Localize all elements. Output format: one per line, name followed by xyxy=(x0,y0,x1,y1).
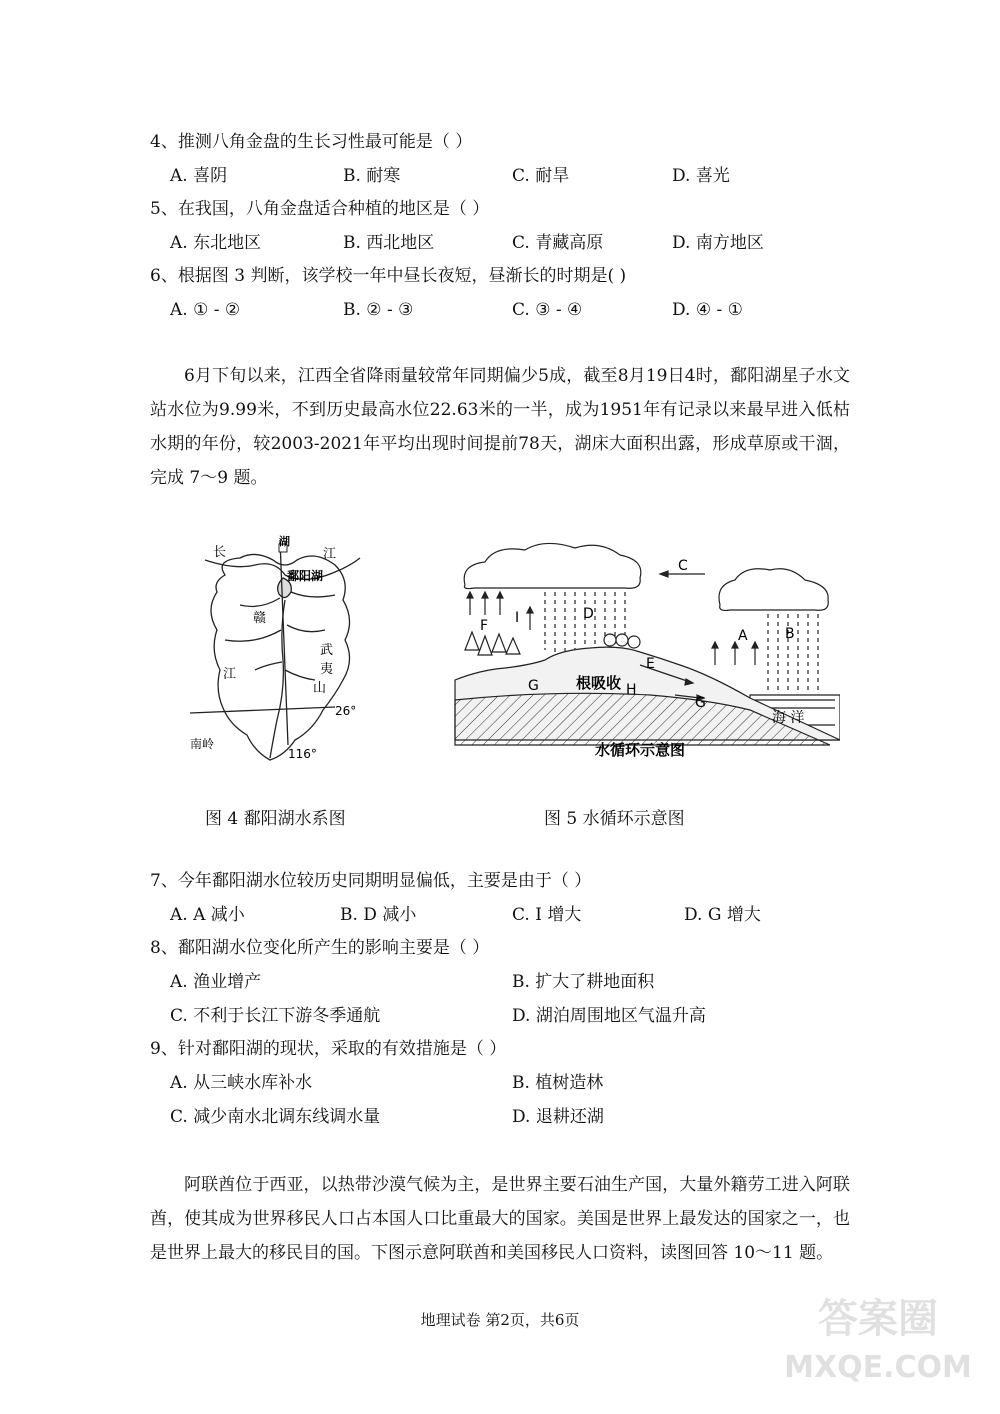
latitude-26-line xyxy=(190,707,335,713)
watermark-top: 答案圈 xyxy=(818,1296,938,1342)
question-7-stem: 7、今年鄱阳湖水位较历史同期明显偏低，主要是由于（ ） xyxy=(150,871,592,891)
cycle-label-i: I xyxy=(515,610,520,626)
water-cycle-diagram xyxy=(450,540,840,765)
cloud-ocean xyxy=(719,569,828,611)
question-4-option-b: B. 耐寒 xyxy=(343,166,401,186)
question-4-option-c: C. 耐旱 xyxy=(512,166,570,186)
question-8-option-a: A. 渔业增产 xyxy=(170,972,262,992)
river-branch-2 xyxy=(285,670,315,680)
cycle-label-e: E xyxy=(646,656,655,672)
question-8-stem: 8、鄱阳湖水位变化所产生的影响主要是（ ） xyxy=(150,938,490,958)
map-label-jiang-left: 江 xyxy=(223,667,237,682)
question-6-option-d: D. ④ - ① xyxy=(672,300,743,320)
river-west xyxy=(240,598,280,606)
map-label-yi: 夷 xyxy=(320,662,334,677)
question-8-option-d: D. 湖泊周围地区气温升高 xyxy=(512,1006,706,1026)
river-xiu xyxy=(225,630,281,641)
question-6-option-a: A. ① - ② xyxy=(170,300,241,320)
map-label-gan: 赣 xyxy=(253,611,267,626)
cycle-label-b: B xyxy=(785,626,795,642)
question-6-option-c: C. ③ - ④ xyxy=(512,300,583,320)
cycle-label-f: F xyxy=(480,618,489,634)
map-label-nanling: 南岭 xyxy=(190,737,215,751)
cycle-label-d: D xyxy=(583,606,594,622)
river-xin xyxy=(291,592,335,597)
question-9-option-c: C. 减少南水北调东线调水量 xyxy=(170,1107,381,1127)
cycle-label-c: C xyxy=(678,558,688,574)
yangtze-river xyxy=(205,558,360,579)
cycle-label-g1: G xyxy=(528,678,539,694)
question-7-option-a: A. A 减小 xyxy=(170,905,245,925)
map-label-poyang: 鄱阳湖 xyxy=(287,569,324,583)
map-label-shan: 山 xyxy=(313,681,327,696)
watermark-logo xyxy=(778,1282,978,1392)
question-8-option-b: B. 扩大了耕地面积 xyxy=(512,972,655,992)
cycle-label-h: H xyxy=(626,682,637,698)
question-7-option-c: C. I 增大 xyxy=(512,905,582,925)
river-fu xyxy=(287,625,325,632)
question-9-option-b: B. 植树造林 xyxy=(512,1073,604,1093)
map-label-hu: 湖 xyxy=(279,535,290,548)
cycle-label-g2: G xyxy=(695,695,706,711)
question-5-option-a: A. 东北地区 xyxy=(170,233,262,253)
cycle-label-root: 根吸收 xyxy=(576,674,622,692)
watermark-bottom: MXQE.COM xyxy=(784,1350,972,1385)
question-5-option-c: C. 青藏高原 xyxy=(512,233,604,253)
passage-uae-usa-migration: 阿联酋位于西亚，以热带沙漠气候为主，是世界主要石油生产国，大量外籍劳工进入阿联酋，使其成为世界移民人口占本国人口比重最大的国家。美国是世界上最发达的国家之一，也是世界上最大的移民目的国。下图示意阿联酋和美国移民人口资料，读图回答 10～11 题。 xyxy=(150,1175,850,1263)
figure-4-caption: 图 4 鄱阳湖水系图 xyxy=(205,809,346,829)
poyang-lake-map xyxy=(185,530,375,770)
question-4-option-d: D. 喜光 xyxy=(672,166,730,186)
question-4-option-a: A. 喜阴 xyxy=(170,166,228,186)
question-7-option-d: D. G 增大 xyxy=(684,905,761,925)
arrow-c-head xyxy=(660,571,668,577)
map-label-chang: 长 xyxy=(213,545,227,560)
passage-poyang-lake: 6月下旬以来，江西全省降雨量较常年同期偏少5成，截至8月19日4时，鄱阳湖星子水文站水位为9.99米，不到历史最高水位22.63米的一半，成为1951年有记录以来最早进入低枯水期的年份，较2003-2021年平均出现时间提前78天，湖床大面积出露，形成草原或干涸，完成 7～9 题。 xyxy=(150,366,850,488)
question-6-stem: 6、根据图 3 判断，该学校一年中昼长夜短，昼渐长的时期是( ) xyxy=(150,266,627,286)
map-label-lat: 26° xyxy=(335,704,357,718)
question-9-stem: 9、针对鄱阳湖的现状，采取的有效措施是（ ） xyxy=(150,1039,507,1059)
map-label-wu: 武 xyxy=(320,643,334,658)
question-9-option-a: A. 从三峡水库补水 xyxy=(170,1073,313,1093)
river-branch xyxy=(255,662,282,670)
question-7-option-b: B. D 减小 xyxy=(340,905,417,925)
figure-5-caption: 图 5 水循环示意图 xyxy=(544,809,685,829)
question-6-option-b: B. ② - ③ xyxy=(343,300,414,320)
cycle-label-a: A xyxy=(738,628,748,644)
cloud-land xyxy=(464,543,641,588)
question-4-stem: 4、推测八角金盘的生长习性最可能是（ ） xyxy=(150,132,473,152)
question-5-stem: 5、在我国，八角金盘适合种植的地区是（ ） xyxy=(150,199,490,219)
map-label-jiang-top: 江 xyxy=(323,547,337,562)
cycle-label-ocean: 海 洋 xyxy=(772,710,805,726)
question-9-option-d: D. 退耕还湖 xyxy=(512,1107,604,1127)
map-label-lon: 116° xyxy=(288,747,317,761)
question-5-option-d: D. 南方地区 xyxy=(672,233,764,253)
question-5-option-b: B. 西北地区 xyxy=(343,233,435,253)
question-8-option-c: C. 不利于长江下游冬季通航 xyxy=(170,1006,381,1026)
cycle-title: 水循环示意图 xyxy=(595,741,686,759)
page-footer: 地理试卷 第2页，共6页 xyxy=(420,1311,580,1329)
